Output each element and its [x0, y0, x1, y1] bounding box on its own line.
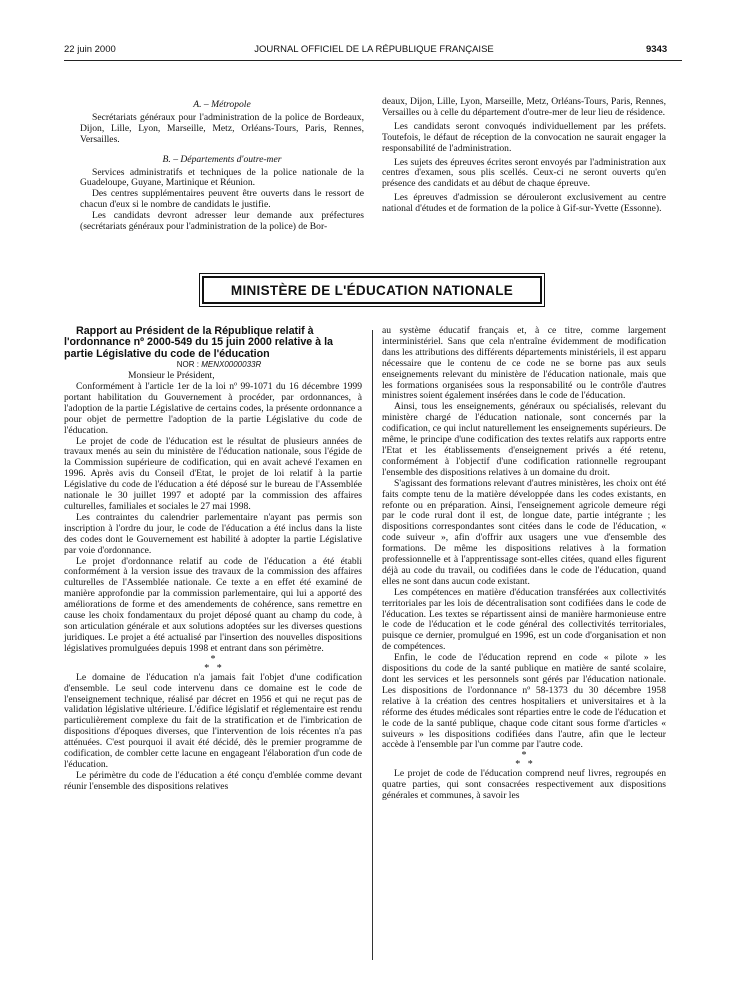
paragraph: Secrétariats généraux pour l'administration de la police de Bordeaux, Dijon, Lille, Lyon, Marseille, Metz, Orléans-Tours, Paris, Rennes, Versailles. — [80, 111, 364, 145]
section-separator: * * * — [204, 653, 222, 674]
paragraph: Les épreuves d'admission se dérouleront exclusivement au centre national d'études et de formation de la police à Gif-sur-Yvette (Essonne). — [382, 192, 666, 215]
journal-title: JOURNAL OFFICIEL DE LA RÉPUBLIQUE FRANÇAISE — [254, 44, 494, 55]
paragraph: Les sujets des épreuves écrites seront envoyés par l'administration aux centres d'examen, sous plis scellés. Ceux-ci ne seront ouverts qu'en présence des candidats et au début de chaque épreuve. — [382, 156, 666, 190]
paragraph: Conformément à l'article 1er de la loi nº 99-1071 du 16 décembre 1999 portant habilitation du Gouvernement à procéder, par ordonnances, à l'adoption de la partie Législative de certains codes, la présente ordonnance a pour objet de permettre l'adoption de la partie Législative du code de l'éducation. — [64, 381, 362, 436]
paragraph: Le domaine de l'éducation n'a jamais fait l'objet d'une codification d'ensemble. Le seul code intervenu dans ce domaine est le code de l'enseignement technique, réalisé par décret en 1956 et qui ne reçut pas de validation législative ultérieure. L'édifice législatif et réglementaire est rendu particulièrement complexe du fait de la stratification et de l'imbrication de dispositions d'époques diverses, que l'intervention de lois récentes n'a pas atténuées. C'est pourquoi il avait été décidé, dès le premier programme de codification, de combler cette lacune en engageant l'élaboration d'un code de l'éducation. — [64, 671, 362, 770]
issue-date: 22 juin 2000 — [64, 44, 116, 55]
paragraph: Le périmètre du code de l'éducation a été conçu d'emblée comme devant réunir l'ensemble des dispositions relatives — [64, 769, 362, 792]
right-paragraphs-2 — [382, 769, 666, 802]
column-divider — [372, 330, 373, 960]
paragraph: Enfin, le code de l'éducation reprend en code « pilote » les dispositions du code de la santé publique en matière de santé scolaire, dont les services et les personnels sont gérés par l'éducation nationale. Les dispositions de l'ordonnance nº 58-1373 du 30 décembre 1958 relative à la création des centres hospitaliers et universitaires et à la réforme des études médicales sont réparties entre le code de l'éducation et le code de la santé publique, chaque code citant sous forme d'articles « suiveurs » les dispositions codifiées dans l'autre, afin que le lecteur accède à l'ensemble par l'un comme par l'autre code. — [382, 652, 666, 751]
left-paragraphs-2 — [64, 673, 362, 793]
article-left-column — [64, 326, 362, 793]
paragraph: Ainsi, tous les enseignements, généraux ou spécialisés, relevant du ministère chargé de l'éducation nationale, sont concernés par la codification, ce qui inclut naturellement les enseignements supérieurs. De même, le principe d'une codification des textes relatifs aux rapports entre l'Etat et les établissements d'enseignement privés a été retenu, conformément à l'objectif d'une codification rationnelle regroupant l'ensemble des dispositions relatives à un domaine du droit. — [382, 401, 666, 478]
article-title: Rapport au Président de la République relatif à l'ordonnance nº 2000-549 du 15 juin 2000 relative à la partie Législative du code de l'éducation — [64, 325, 333, 360]
top-left-column — [80, 97, 364, 233]
article-right-column — [382, 326, 666, 802]
section-heading-a: A. – Métropole — [193, 99, 251, 110]
section-heading-b: B. – Départements d'outre-mer — [162, 153, 282, 165]
ministry-banner — [199, 273, 545, 307]
paragraph: Les compétences en matière d'éducation transférées aux collectivités territoriales par les lois de décentralisation sont codifiées dans le code de l'éducation. Les textes se répartissent ainsi de manière harmonieuse entre le code de l'éducation et le code général des collectivités territoriales, puisque ce dernier, promulgué en 1996, est un code d'organisation et non de compétences. — [382, 586, 666, 653]
paragraph: au système éducatif français et, à ce titre, comme largement interministériel. Sans que cela n'entraîne évidemment de modification dans les attributions des différents départements ministériels, il est apparu nécessaire que le contenu de ce code ne se borne pas aux seuls enseignements relevant du ministère de l'éducation nationale, mais que les formations organisées sous la responsabilité ou le contrôle d'autres ministres soient également insérées dans le code de l'éducation. — [382, 325, 666, 402]
page-number: 9343 — [646, 44, 668, 55]
paragraph: Services administratifs et techniques de la police nationale de la Guadeloupe, Guyane, Martinique et Réunion. — [80, 166, 364, 189]
left-paragraphs — [64, 382, 362, 655]
nor-reference: NOR : MENX0000033R — [176, 360, 262, 370]
ministry-title: MINISTÈRE DE L'ÉDUCATION NATIONALE — [202, 276, 542, 304]
paragraph: S'agissant des formations relevant d'autres ministères, les choix ont été faits compte tenu de la matière développée dans les codes existants, en refonte ou en préparation. Ainsi, l'enseignement agricole demeure régi par le code rural dont il est, de longue date, partie intégrante ; les dispositions correspondantes sont citées dans le code de l'éducation, « code suiveur », afin d'offrir aux usagers une vue d'ensemble des formations. De même les dispositions relatives à la formation professionnelle et à l'apprentissage sont-elles citées, quand elles figurent déjà au code du travail, ou codifiées dans le code de l'éducation, quand elles ne sont dans aucun code existant. — [382, 477, 666, 587]
right-paragraphs — [382, 326, 666, 751]
paragraph: Le projet de code de l'éducation est le résultat de plusieurs années de travaux menés au sein du ministère de l'éducation nationale, sous l'égide de la Commission supérieure de codification, qui en avait achevé l'examen en 1996. Après avis du Conseil d'Etat, le projet de loi relatif à la partie Législative du code de l'éducation a été déposé sur le bureau de l'Assemblée nationale le 30 juillet 1997 et adopté par la commission des affaires culturelles, familiales et sociales le 27 mai 1998. — [64, 435, 362, 512]
header-rule — [64, 60, 682, 61]
paragraph: Les contraintes du calendrier parlementaire n'ayant pas permis son inscription à l'ordre du jour, le code de l'éducation a été inclus dans la liste des codes dont le Gouvernement est habilité à adopter la partie Législative par voie d'ordonnance. — [64, 511, 362, 556]
paragraph: Le projet de code de l'éducation comprend neuf livres, regroupés en quatre parties, qui sont consacrées respectivement aux dispositions générales et communes, à savoir les — [382, 768, 666, 802]
paragraph: deaux, Dijon, Lille, Lyon, Marseille, Metz, Orléans-Tours, Paris, Rennes, Versailles ou à celle du département d'outre-mer de leur lieu de résidence. — [382, 96, 666, 118]
paragraph: Des centres supplémentaires peuvent être ouverts dans le ressort de chacun d'eux si le nombre de candidats le justifie. — [80, 188, 364, 211]
top-right-column — [382, 97, 666, 215]
paragraph: Les candidats devront adresser leur demande aux préfectures (secrétariats généraux pour l'administration de la police) de Bor- — [80, 210, 364, 233]
paragraph: Les candidats seront convoqués individuellement par les préfets. Toutefois, le défaut de réception de la convocation ne saurait engager la responsabilité de l'administration. — [382, 120, 666, 154]
salutation: Monsieur le Président, — [128, 370, 215, 382]
paragraph: Le projet d'ordonnance relatif au code de l'éducation a été établi conformément à la version issue des travaux de la commission des affaires culturelles de l'Assemblée nationale. Ce texte a en effet été examiné de manière approfondie par la commission parlementaire, qui lui a apporté des améliorations de forme et des amendements de cohérence, sans remettre en cause les choix fondamentaux du projet déposé quant au champ du code, à son articulation générale et aux solutions adoptées sur les diverses questions juridiques. Le projet a été actualisé par l'insertion des nouvelles dispositions législatives promulguées depuis 1998 et entrant dans son périmètre. — [64, 555, 362, 654]
section-separator: * * * — [515, 750, 533, 771]
